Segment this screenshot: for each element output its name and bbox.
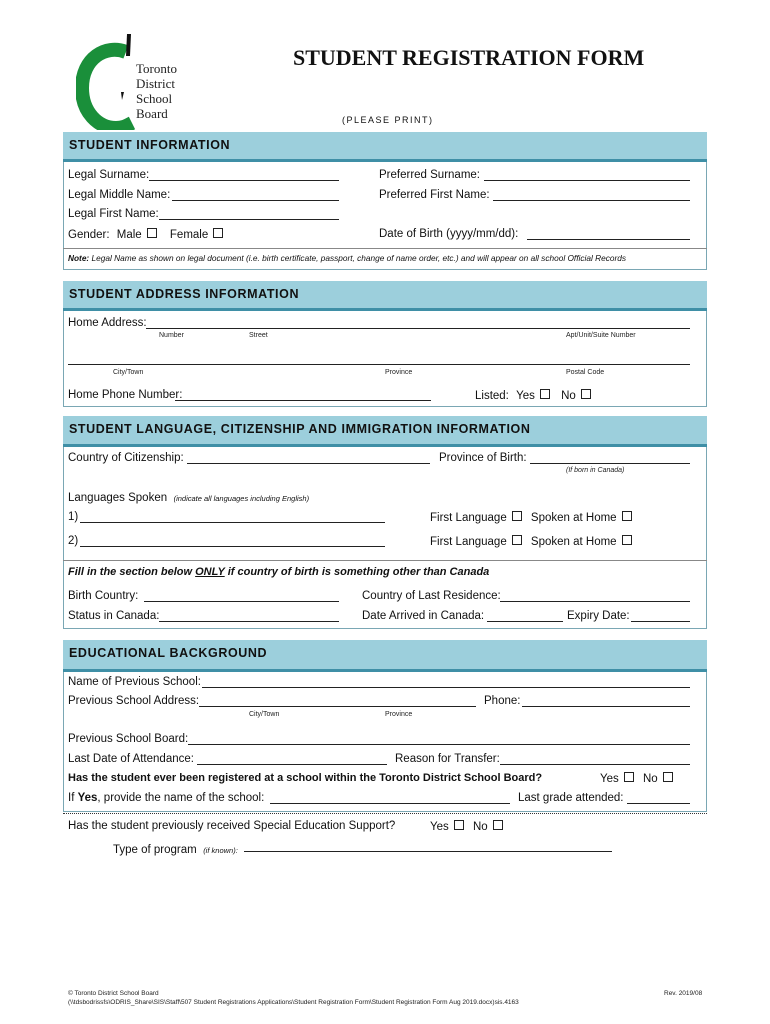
listed-yes-checkbox[interactable] — [540, 389, 550, 399]
province-caption: Province — [385, 369, 413, 376]
divider — [63, 248, 707, 249]
home-address-label: Home Address: — [68, 317, 147, 329]
prev-board-label: Previous School Board: — [68, 733, 189, 745]
street-caption: Street — [249, 332, 268, 339]
spoken-home-1-checkbox[interactable] — [622, 511, 632, 521]
last-date-label: Last Date of Attendance: — [68, 753, 194, 765]
expiry-date-field[interactable] — [631, 621, 690, 622]
logo-line-1: Toronto — [136, 61, 177, 76]
listed-yes-label: Yes — [516, 390, 535, 402]
prev-school-address-label: Previous School Address: — [68, 695, 200, 707]
city-caption: City/Town — [113, 369, 144, 376]
province-birth-label: Province of Birth: — [439, 452, 527, 464]
country-last-residence-label: Country of Last Residence: — [362, 590, 501, 602]
date-arrived-field[interactable] — [487, 621, 563, 622]
status-canada-label: Status in Canada: — [68, 610, 160, 622]
if-yes-prefix: If — [68, 792, 78, 804]
special-ed-options — [430, 820, 503, 833]
legal-middle-name-label: Legal Middle Name: — [68, 189, 171, 201]
expiry-date-label: Expiry Date: — [567, 610, 630, 622]
section-educational-background — [63, 640, 707, 672]
section-heading: STUDENT INFORMATION — [69, 138, 231, 152]
postal-caption: Postal Code — [566, 369, 605, 376]
status-canada-field[interactable] — [159, 621, 339, 622]
dotted-divider — [63, 813, 707, 814]
note-text — [68, 253, 626, 263]
legal-first-name-field[interactable] — [159, 219, 339, 220]
home-phone-label: Home Phone Number: — [68, 389, 183, 401]
fill-prefix: Fill in the section below — [68, 566, 196, 578]
preferred-first-name-field[interactable] — [493, 200, 690, 201]
registered-yes-checkbox[interactable] — [624, 772, 634, 782]
spoken-home-2-checkbox[interactable] — [622, 535, 632, 545]
first-language-2-checkbox[interactable] — [512, 535, 522, 545]
legal-surname-label: Legal Surname: — [68, 169, 150, 181]
gender-label: Gender: — [68, 229, 110, 241]
listed-no-checkbox[interactable] — [581, 389, 591, 399]
language-1-options — [430, 511, 632, 524]
languages-spoken-label: Languages Spoken — [68, 492, 168, 504]
type-program-field[interactable] — [244, 851, 612, 852]
registered-question: Has the student ever been registered at a school within the Toronto District School Board? — [68, 772, 543, 784]
legal-surname-field[interactable] — [149, 180, 339, 181]
province-birth-field[interactable] — [530, 463, 690, 464]
languages-spoken-row — [68, 488, 309, 506]
fill-instruction — [68, 566, 489, 578]
apt-caption: Apt/Unit/Suite Number — [566, 332, 636, 339]
home-phone-field[interactable] — [175, 400, 431, 401]
preferred-surname-field[interactable] — [484, 180, 690, 181]
last-date-field[interactable] — [197, 764, 387, 765]
first-language-1-checkbox[interactable] — [512, 511, 522, 521]
preferred-first-name-label: Preferred First Name: — [379, 189, 490, 201]
preferred-surname-label: Preferred Surname: — [379, 169, 480, 181]
spoken-home-label: Spoken at Home — [530, 512, 617, 524]
date-arrived-label: Date Arrived in Canada: — [362, 610, 485, 622]
number-caption: Number — [159, 332, 184, 339]
logo-line-4: Board — [136, 106, 168, 121]
last-grade-label: Last grade attended: — [518, 792, 624, 804]
reason-transfer-label: Reason for Transfer: — [395, 753, 500, 765]
special-ed-no-label: No — [472, 821, 488, 833]
last-grade-field[interactable] — [627, 803, 690, 804]
language-2-label: 2) — [68, 535, 79, 547]
if-known-caption: (if known): — [203, 846, 238, 855]
legal-first-name-label: Legal First Name: — [68, 208, 159, 220]
prev-board-field[interactable] — [188, 744, 690, 745]
if-yes-bold: Yes — [77, 792, 98, 804]
fill-only: ONLY — [195, 566, 225, 578]
prev-school-label: Name of Previous School: — [68, 676, 201, 688]
section-student-information — [63, 132, 707, 162]
first-language-label: First Language — [430, 512, 507, 524]
registered-no-checkbox[interactable] — [663, 772, 673, 782]
section-address-information — [63, 281, 707, 311]
prev-school-field[interactable] — [202, 687, 690, 688]
female-checkbox[interactable] — [213, 228, 223, 238]
tdsb-logo — [76, 30, 196, 130]
birth-country-label: Birth Country: — [68, 590, 139, 602]
listed-row — [475, 389, 591, 402]
language-2-field[interactable] — [80, 546, 385, 547]
country-citizenship-label: Country of Citizenship: — [68, 452, 184, 464]
registered-options — [600, 772, 673, 785]
home-address-field[interactable] — [146, 328, 690, 329]
tdsb-school-name-field[interactable] — [270, 803, 510, 804]
spoken-home-label: Spoken at Home — [530, 536, 617, 548]
form-subtitle: (PLEASE PRINT) — [342, 115, 434, 125]
dob-label: Date of Birth (yyyy/mm/dd): — [379, 228, 519, 240]
section-heading: STUDENT ADDRESS INFORMATION — [69, 287, 300, 301]
language-1-label: 1) — [68, 511, 79, 523]
type-program-label: Type of program — [113, 844, 197, 856]
male-label: Male — [116, 229, 142, 241]
logo-line-2: District — [136, 76, 175, 91]
female-label: Female — [169, 229, 209, 241]
birth-country-field[interactable] — [144, 601, 339, 602]
note-label: Note: — [68, 253, 90, 263]
section-heading: EDUCATIONAL BACKGROUND — [69, 646, 268, 660]
country-last-residence-field[interactable] — [500, 601, 690, 602]
language-2-options — [430, 535, 632, 548]
note-body: Legal Name as shown on legal document (i.e. birth certificate, passport, change of name order, etc.) and will appear on all school Official Records — [91, 253, 627, 263]
province-caption: Province — [385, 711, 413, 718]
listed-label: Listed: — [475, 390, 509, 402]
reason-transfer-field[interactable] — [500, 764, 690, 765]
special-ed-no-checkbox[interactable] — [493, 820, 503, 830]
footer-copyright: © Toronto District School Board — [68, 990, 159, 997]
footer-path: (\\tdsbodrissfs\ODRIS_Share\SIS\Staff\507 Student Registrations Applications\Student Registration Form\Student Registration Form Aug 2019.docx)sis.4163 — [68, 999, 519, 1006]
special-ed-yes-label: Yes — [430, 821, 449, 833]
type-program-row — [113, 840, 238, 858]
legal-middle-name-field[interactable] — [172, 200, 339, 201]
special-ed-yes-checkbox[interactable] — [454, 820, 464, 830]
first-language-label: First Language — [430, 536, 507, 548]
if-yes-suffix: , provide the name of the school: — [97, 792, 265, 804]
male-checkbox[interactable] — [147, 228, 157, 238]
if-born-caption: (If born in Canada) — [566, 467, 625, 474]
special-ed-question: Has the student previously received Special Education Support? — [68, 820, 396, 832]
registered-no-label: No — [642, 773, 658, 785]
if-yes-row — [68, 792, 264, 804]
registered-yes-label: Yes — [600, 773, 619, 785]
city-province-postal-field[interactable] — [68, 364, 690, 365]
logo-line-3: School — [136, 91, 173, 106]
divider — [63, 560, 707, 561]
footer-rev: Rev. 2019/08 — [664, 990, 703, 997]
gender-row — [68, 228, 223, 241]
listed-no-label: No — [561, 390, 576, 402]
section-heading: STUDENT LANGUAGE, CITIZENSHIP AND IMMIGRATION INFORMATION — [69, 422, 531, 436]
dob-field[interactable] — [527, 239, 690, 240]
country-citizenship-field[interactable] — [187, 463, 430, 464]
languages-hint: (indicate all languages including English) — [173, 494, 310, 503]
fill-suffix: if country of birth is something other than Canada — [224, 566, 490, 578]
phone-label: Phone: — [484, 695, 521, 707]
form-title: STUDENT REGISTRATION FORM — [293, 45, 645, 70]
city-caption: City/Town — [249, 711, 280, 718]
phone-field[interactable] — [522, 706, 690, 707]
section-language-citizenship — [63, 416, 707, 447]
prev-school-address-field[interactable] — [199, 706, 476, 707]
language-1-field[interactable] — [80, 522, 385, 523]
